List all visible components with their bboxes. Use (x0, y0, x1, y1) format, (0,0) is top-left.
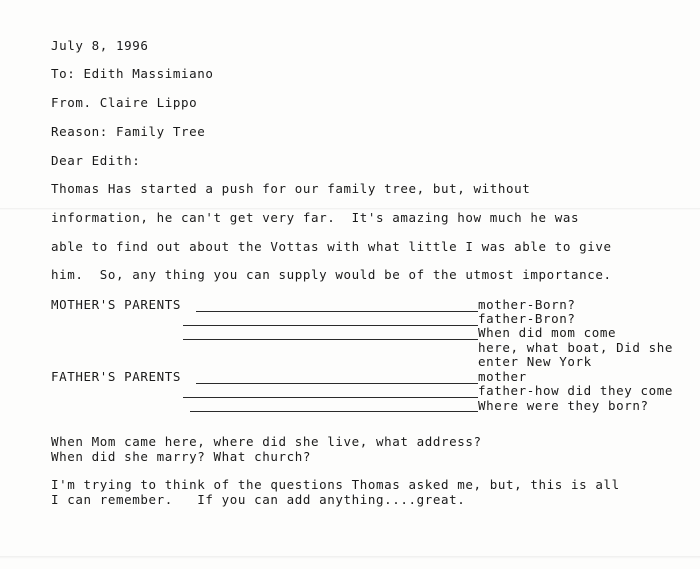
paragraph-line: him. So, any thing you can supply would be of the utmost importance. (51, 267, 612, 282)
letter-recipient: To: Edith Massimiano (51, 66, 214, 81)
letter-date: July 8, 1996 (51, 38, 149, 53)
mothers-parents-blank (183, 325, 478, 326)
paragraph-line: able to find out about the Vottas with what little I was able to give (51, 239, 612, 254)
closing-line: I'm trying to think of the questions Thomas asked me, but, this is all (51, 477, 620, 492)
fathers-parents-blank (196, 383, 478, 384)
letter-reason: Reason: Family Tree (51, 124, 206, 139)
fathers-parents-blank (190, 411, 478, 412)
mothers-parents-label: MOTHER'S PARENTS (51, 297, 182, 312)
mothers-parents-blank (183, 339, 478, 340)
closing-line: I can remember. If you can add anything....great. (51, 492, 466, 507)
form-note: Where were they born? (478, 398, 649, 413)
form-note: mother-Born? (478, 297, 576, 312)
paragraph-line: information, he can't get very far. It's amazing how much he was (51, 210, 580, 225)
fathers-parents-blank (183, 397, 478, 398)
form-note: mother (478, 369, 527, 384)
letter-sender: From. Claire Lippo (51, 95, 198, 110)
mothers-parents-blank (196, 311, 478, 312)
form-note: enter New York (478, 354, 592, 369)
form-note: father-Bron? (478, 311, 576, 326)
question-line: When did she marry? What church? (51, 449, 312, 464)
paper-bottom-edge (0, 556, 700, 559)
form-note: here, what boat, Did she (478, 340, 674, 355)
form-note: father-how did they come (478, 383, 674, 398)
letter-salutation: Dear Edith: (51, 153, 141, 168)
fathers-parents-label: FATHER'S PARENTS (51, 369, 182, 384)
form-note: When did mom come (478, 325, 617, 340)
question-line: When Mom came here, where did she live, what address? (51, 434, 482, 449)
paragraph-line: Thomas Has started a push for our family tree, but, without (51, 181, 531, 196)
